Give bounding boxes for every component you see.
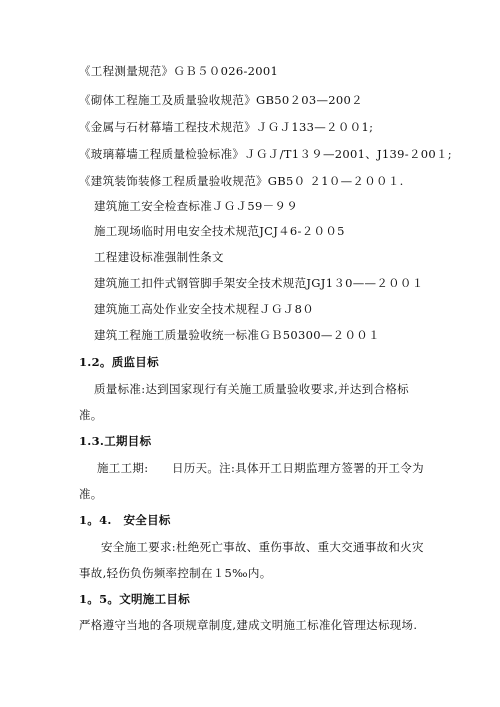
standard-line: 建筑工程施工质量验收统一标准ＧＢ50300—２００１	[94, 328, 380, 342]
paragraph-line: 严格遵守当地的各项规章制度,建成文明施工标准化管理达标现场.	[79, 618, 418, 632]
standard-line: 施工现场临时用电安全技术规范JCJ４6-２００5	[94, 224, 345, 238]
section-heading: 1.3.工期目标	[79, 434, 152, 448]
paragraph-line: 事故,轻伤负伤频率控制在１5‰内。	[79, 566, 272, 580]
paragraph-line: 质量标准:达到国家现行有关施工质量验收要求,并达到合格标	[94, 382, 409, 396]
paragraph-line: 施工工期: 日历天。注:具体开工日期监理方签署的开工令为	[97, 461, 424, 475]
section-heading: 1.2。质监目标	[79, 355, 159, 369]
standard-line: 《砌体工程施工及质量验收规范》GB50２03—200２	[79, 93, 363, 107]
standard-line: 《工程测量规范》ＧＢ５０026-2001	[79, 64, 279, 78]
standard-line: 《建筑装饰装修工程质量验收规范》GB5０ ２1０—２００１.	[79, 174, 404, 188]
paragraph-line: 安全施工要求:杜绝死亡事故、重伤事故、重大交通事故和火灾	[101, 540, 424, 554]
standard-line: 工程建设标准强制性条文	[94, 250, 224, 264]
paragraph-line: 准。	[79, 487, 103, 501]
section-heading: 1。5。文明施工目标	[79, 592, 191, 606]
section-heading: 1。4. 安全目标	[79, 513, 171, 527]
standard-line: 《玻璃幕墙工程质量检验标准》ＪＧＪ/T1３９—2001、J139-２00１;	[79, 147, 452, 161]
paragraph-line: 准。	[79, 408, 103, 422]
standard-line: 建筑施工高处作业安全技术规程ＪＧＪ8０	[94, 302, 315, 316]
standard-line: 建筑施工扣件式钢管脚手架安全技术规范JGJ1３0——２００１	[94, 276, 424, 290]
standard-line: 《金属与石材幕墙工程技术规范》ＪＧＪ133—２００1;	[79, 120, 374, 134]
standard-line: 建筑施工安全检查标准ＪＧＪ59－９９	[94, 199, 299, 213]
